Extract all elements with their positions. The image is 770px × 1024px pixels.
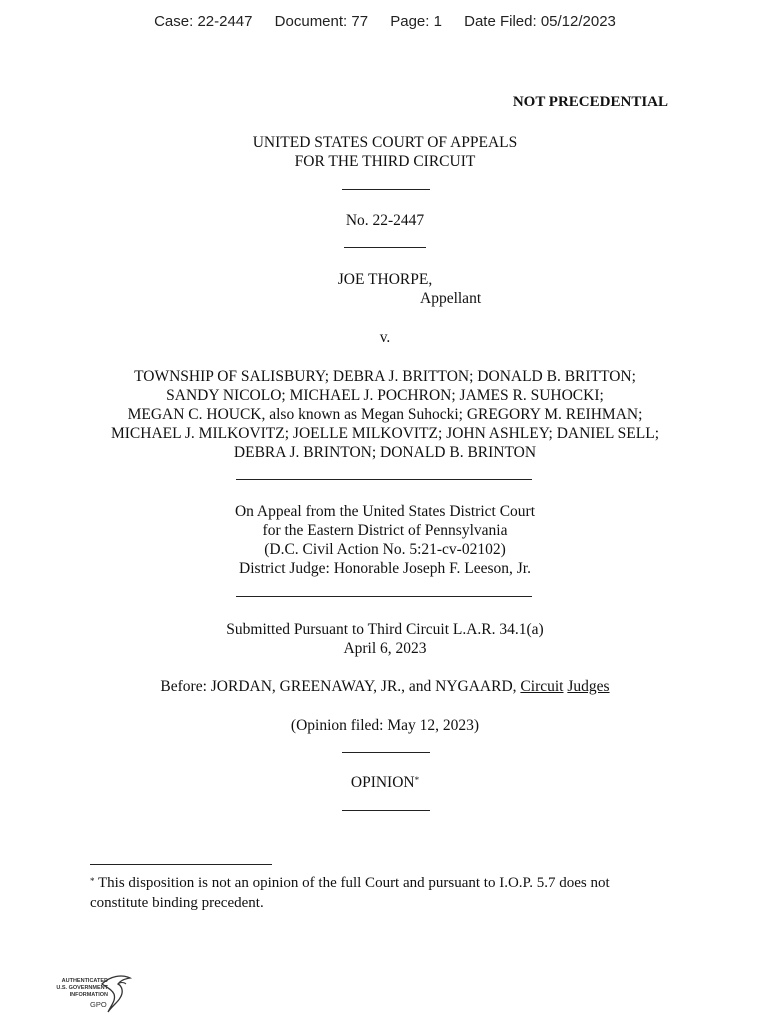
- appeal-info-line: for the Eastern District of Pennsylvania: [262, 522, 508, 539]
- appeal-info-line: On Appeal from the United States District Court: [234, 503, 536, 520]
- submission-line: Submitted Pursuant to Third Circuit L.A.R. 34.1(a): [226, 621, 544, 638]
- panel-circuit: Circuit: [520, 678, 564, 695]
- document-number: Document: 77: [274, 13, 369, 30]
- versus: v.: [379, 329, 391, 346]
- separator-rule: [342, 810, 430, 811]
- court-name-line2: FOR THE THIRD CIRCUIT: [294, 153, 476, 170]
- opinion-filed-date: (Opinion filed: May 12, 2023): [290, 717, 480, 734]
- gpo-mark: GPO: [90, 1000, 107, 1009]
- panel-before: Before: JORDAN, GREENAWAY, JR., and NYGAARD,: [160, 678, 521, 695]
- footnote: [90, 874, 690, 913]
- submission-date: April 6, 2023: [343, 640, 427, 657]
- appellee-line: TOWNSHIP OF SALISBURY; DEBRA J. BRITTON; DONALD B. BRITTON;: [134, 368, 636, 385]
- appellee-line: MICHAEL J. MILKOVITZ; JOELLE MILKOVITZ; JOHN ASHLEY; DANIEL SELL;: [110, 425, 660, 442]
- appellant-name: JOE THORPE,: [337, 271, 433, 288]
- separator-rule: [236, 479, 532, 480]
- gpo-authentication-logo: [44, 972, 134, 1018]
- case-number: Case: 22-2447: [154, 13, 253, 30]
- opinion-heading: [0, 773, 770, 793]
- docket-number: No. 22-2447: [345, 212, 425, 229]
- date-filed: Date Filed: 05/12/2023: [464, 13, 616, 30]
- opinion-title: OPINION: [350, 774, 415, 791]
- separator-rule: [344, 247, 426, 248]
- appellee-line: MEGAN C. HOUCK, also known as Megan Suhocki; GREGORY M. REIHMAN;: [127, 406, 643, 423]
- panel-judges: [0, 677, 770, 697]
- footnote-marker: *: [414, 775, 420, 785]
- appeal-info-line: District Judge: Honorable Joseph F. Leeson, Jr.: [239, 560, 531, 577]
- footnote-line1: * This disposition is not an opinion of the full Court and pursuant to I.O.P. 5.7 does not: [90, 875, 610, 891]
- page-number: Page: 1: [390, 13, 442, 30]
- footnote-rule: [90, 864, 272, 865]
- appellee-line: SANDY NICOLO; MICHAEL J. POCHRON; JAMES R. SUHOCKI;: [166, 387, 604, 404]
- appeal-info-line: (D.C. Civil Action No. 5:21-cv-02102): [264, 541, 506, 558]
- footnote-line2: constitute binding precedent.: [90, 894, 264, 911]
- eagle-icon: [98, 972, 134, 1018]
- separator-rule: [342, 189, 430, 190]
- separator-rule: [342, 752, 430, 753]
- appellee-line: DEBRA J. BRINTON; DONALD B. BRINTON: [233, 444, 537, 461]
- panel-judges-word: Judges: [567, 678, 610, 695]
- separator-rule: [236, 596, 532, 597]
- gpo-text-line3: INFORMATION: [69, 992, 108, 998]
- filing-header: [0, 13, 770, 30]
- appellant-role: Appellant: [420, 290, 482, 307]
- footnote-marker: *: [90, 876, 95, 886]
- precedential-status: NOT PRECEDENTIAL: [512, 94, 668, 110]
- court-name-line1: UNITED STATES COURT OF APPEALS: [252, 134, 518, 151]
- gpo-text-line1: AUTHENTICATED: [61, 978, 108, 984]
- gpo-text-line2: U.S. GOVERNMENT: [56, 985, 108, 991]
